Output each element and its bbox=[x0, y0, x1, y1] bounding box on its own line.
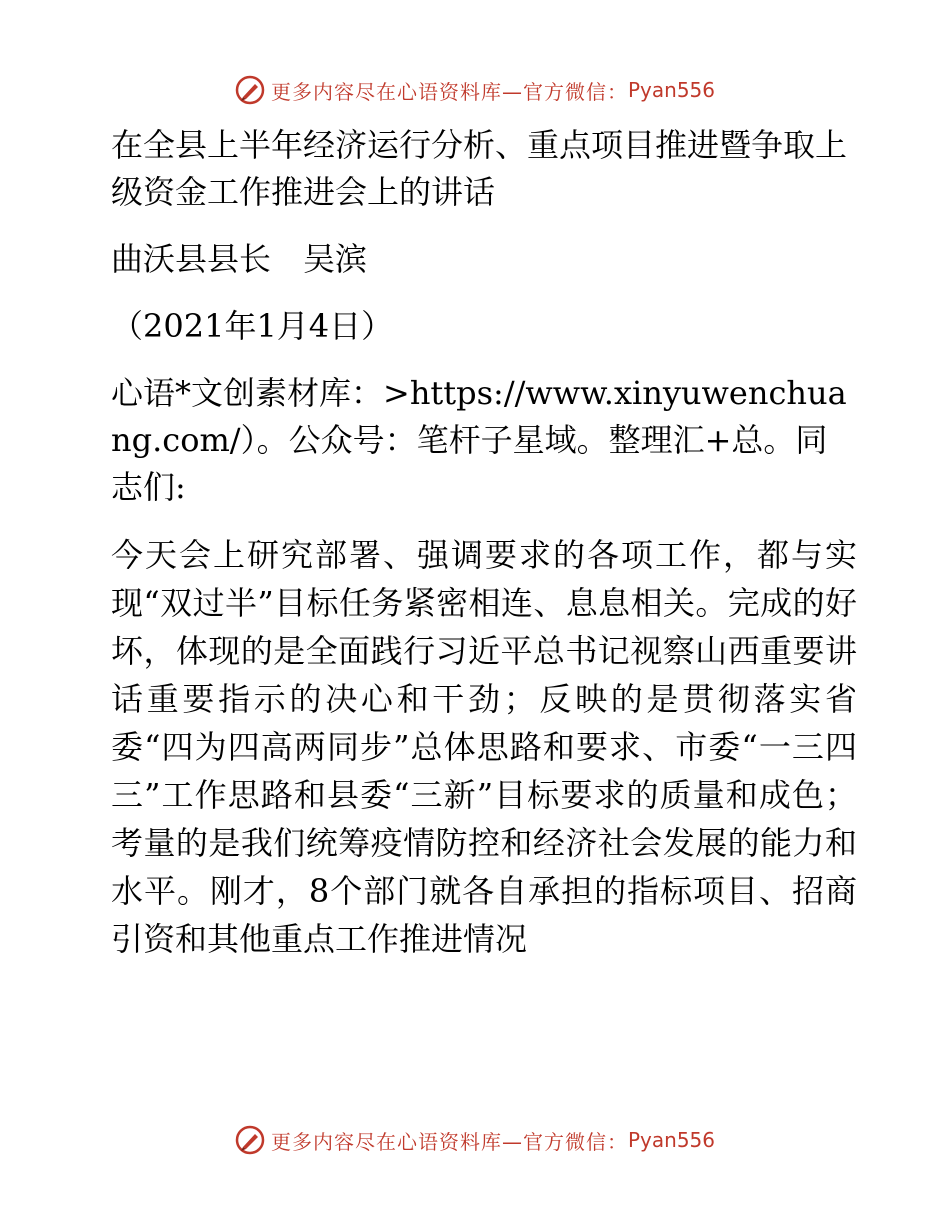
document-source-line: 心语*文创素材库：>https://www.xinyuwenchuang.com/）。公众号：笔杆子星域。整理汇+总。同志们: bbox=[111, 374, 847, 506]
footer-watermark-banner bbox=[0, 1120, 950, 1160]
document-content bbox=[97, 122, 857, 963]
document-author: 曲沃县县长 吴滨 bbox=[111, 240, 368, 278]
document-title: 在全县上半年经济运行分析、重点项目推进暨争取上级资金工作推进会上的讲话 bbox=[111, 126, 848, 211]
banner-text: 更多内容尽在心语资料库—官方微信： bbox=[270, 79, 628, 104]
pen-logo-icon bbox=[235, 75, 265, 105]
banner-wechat-id: Pyan556 bbox=[627, 1128, 715, 1152]
banner-text: 更多内容尽在心语资料库—官方微信： bbox=[270, 1129, 628, 1154]
banner-wechat-id: Pyan556 bbox=[627, 78, 715, 102]
document-body-paragraph: 今天会上研究部署、强调要求的各项工作，都与实现“双过半”目标任务紧密相连、息息相关。完成的好坏，体现的是全面践行习近平总书记视察山西重要讲话重要指示的决心和干劲；反映的是贯彻落实省委“四为四高两同步”总体思路和要求、市委“一三四三”工作思路和县委“三新”目标要求的质量和成色；考量的是我们统筹疫情防控和经济社会发展的能力和水平。刚才，8个部门就各自承担的指标项目、招商引资和其他重点工作推进情况 bbox=[111, 536, 857, 958]
header-watermark-banner bbox=[0, 70, 950, 110]
pen-logo-icon bbox=[235, 1125, 265, 1155]
document-date: （2021年1月4日） bbox=[111, 307, 394, 345]
